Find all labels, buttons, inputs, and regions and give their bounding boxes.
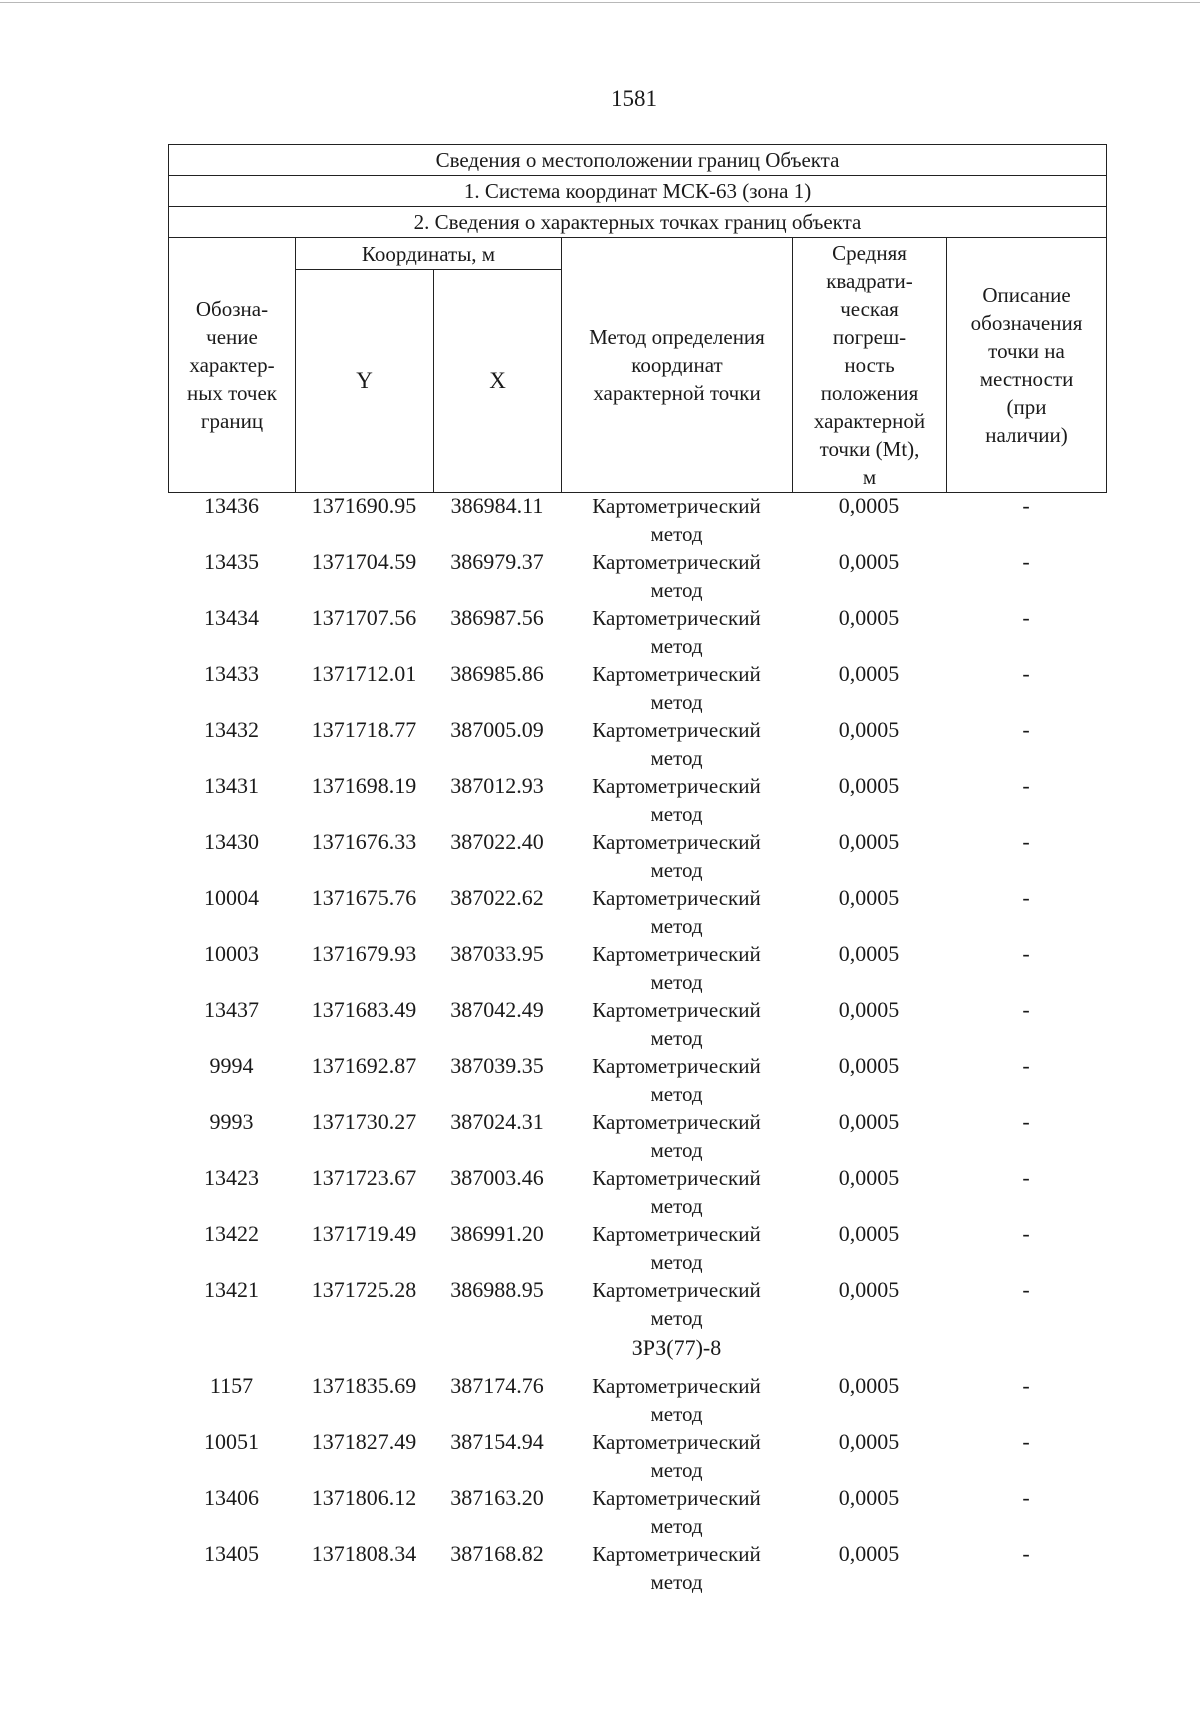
table-title: Сведения о местоположении границ Объекта [169, 145, 1107, 176]
coord-x: 387168.82 [450, 1541, 544, 1566]
method-line: метод [650, 1026, 703, 1050]
col-header-coordinates: Координаты, м [296, 238, 562, 270]
coord-y: 1371835.69 [311, 1373, 417, 1398]
coord-y: 1371827.49 [311, 1429, 417, 1454]
coord-y: 1371683.49 [311, 997, 417, 1022]
method [561, 1372, 792, 1428]
col-header-line: характер- [189, 353, 275, 377]
point-description: - [1022, 1485, 1030, 1510]
point-id: 13433 [204, 661, 259, 686]
point-id: 13406 [204, 1485, 259, 1510]
point-id: 13422 [204, 1221, 259, 1246]
coord-x: 387174.76 [450, 1373, 544, 1398]
method [561, 716, 792, 772]
point-description: - [1022, 885, 1030, 910]
accuracy-mt: 0,0005 [838, 661, 900, 686]
coord-y: 1371690.95 [311, 493, 417, 518]
coord-y: 1371730.27 [311, 1109, 417, 1134]
method-line: Картометрический [592, 1374, 761, 1398]
point-description: - [1022, 1109, 1030, 1134]
coord-x: 387039.35 [450, 1053, 544, 1078]
col-header-y: Y [296, 270, 434, 493]
point-id: 13437 [204, 997, 259, 1022]
col-header-method [562, 238, 793, 493]
point-id: 10004 [204, 885, 259, 910]
method [561, 1052, 792, 1108]
col-header-line: (при [1006, 395, 1047, 419]
col-header-line: обозначения [970, 311, 1083, 335]
method-line: метод [650, 914, 703, 938]
point-description: - [1022, 941, 1030, 966]
coord-x: 387022.62 [450, 885, 544, 910]
coord-x: 386988.95 [450, 1277, 544, 1302]
accuracy-mt: 0,0005 [838, 1221, 900, 1246]
col-header-line: характерной точки [593, 381, 761, 405]
method [561, 884, 792, 940]
method [561, 940, 792, 996]
point-description: - [1022, 1165, 1030, 1190]
method-line: метод [650, 746, 703, 770]
col-header-line: Описание [982, 283, 1071, 307]
method-line: Картометрический [592, 494, 761, 518]
accuracy-mt: 0,0005 [838, 997, 900, 1022]
coord-x: 386991.20 [450, 1221, 544, 1246]
table-row [168, 604, 1106, 660]
point-id: 13435 [204, 549, 259, 574]
col-header-line: точки (Mt), [819, 437, 920, 461]
point-id: 9994 [209, 1053, 254, 1078]
method-line: метод [650, 1082, 703, 1106]
col-header-line: м [862, 465, 877, 489]
col-header-description [947, 238, 1107, 493]
point-id: 13434 [204, 605, 259, 630]
col-header-line: наличии) [985, 423, 1068, 447]
table-row [168, 660, 1106, 716]
method [561, 1108, 792, 1164]
method-line: Картометрический [592, 1486, 761, 1510]
coord-y: 1371704.59 [311, 549, 417, 574]
point-description: - [1022, 1429, 1030, 1454]
table-row [168, 1276, 1106, 1332]
point-description: - [1022, 549, 1030, 574]
method-line: Картометрический [592, 1542, 761, 1566]
coordinate-system: 1. Система координат МСК-63 (зона 1) [169, 176, 1107, 207]
point-id: 13405 [204, 1541, 259, 1566]
col-header-line: Метод определения [589, 325, 765, 349]
point-id: 10051 [204, 1429, 259, 1454]
points-caption: 2. Сведения о характерных точках границ объекта [169, 207, 1107, 238]
point-description: - [1022, 1373, 1030, 1398]
accuracy-mt: 0,0005 [838, 773, 900, 798]
coord-x: 387022.40 [450, 829, 544, 854]
coord-x: 387163.20 [450, 1485, 544, 1510]
method-line: Картометрический [592, 942, 761, 966]
method-line: Картометрический [592, 886, 761, 910]
method [561, 828, 792, 884]
scan-edge-line [0, 2, 1200, 3]
coord-y: 1371698.19 [311, 773, 417, 798]
method-line: Картометрический [592, 774, 761, 798]
method [561, 1428, 792, 1484]
point-description: - [1022, 1541, 1030, 1566]
table-header [168, 144, 1107, 493]
coord-x: 387012.93 [450, 773, 544, 798]
coord-x: 386985.86 [450, 661, 544, 686]
method-line: метод [650, 1402, 703, 1426]
table-row [168, 1372, 1106, 1428]
accuracy-mt: 0,0005 [838, 1485, 900, 1510]
coord-x: 387042.49 [450, 997, 544, 1022]
method [561, 492, 792, 548]
point-description: - [1022, 717, 1030, 742]
method-line: метод [650, 1458, 703, 1482]
coord-y: 1371676.33 [311, 829, 417, 854]
table-row [168, 716, 1106, 772]
point-id: 13430 [204, 829, 259, 854]
col-header-line: положения [820, 381, 919, 405]
point-description: - [1022, 661, 1030, 686]
coord-x: 386979.37 [450, 549, 544, 574]
method-line: Картометрический [592, 1054, 761, 1078]
method-line: метод [650, 578, 703, 602]
method-line: метод [650, 858, 703, 882]
method-line: метод [650, 1194, 703, 1218]
point-id: 13431 [204, 773, 259, 798]
table-row [168, 884, 1106, 940]
point-description: - [1022, 829, 1030, 854]
method-line: Картометрический [592, 1166, 761, 1190]
col-header-line: квадрати- [826, 269, 913, 293]
coord-y: 1371806.12 [311, 1485, 417, 1510]
coord-y: 1371719.49 [311, 1221, 417, 1246]
point-description: - [1022, 1221, 1030, 1246]
table-row [168, 1428, 1106, 1484]
col-header-line: Средняя [832, 241, 907, 265]
method-line: Картометрический [592, 662, 761, 686]
point-id: 10003 [204, 941, 259, 966]
method [561, 660, 792, 716]
col-header-x: X [434, 270, 562, 493]
method-line: Картометрический [592, 606, 761, 630]
coord-x: 387005.09 [450, 717, 544, 742]
table-row [168, 1540, 1106, 1596]
method [561, 1276, 792, 1332]
method-line: метод [650, 1570, 703, 1594]
table-row [168, 548, 1106, 604]
table-row [168, 772, 1106, 828]
accuracy-mt: 0,0005 [838, 549, 900, 574]
method-line: метод [650, 690, 703, 714]
point-id: 13432 [204, 717, 259, 742]
accuracy-mt: 0,0005 [838, 1109, 900, 1134]
method-line: Картометрический [592, 550, 761, 574]
accuracy-mt: 0,0005 [838, 1541, 900, 1566]
point-description: - [1022, 997, 1030, 1022]
coord-y: 1371692.87 [311, 1053, 417, 1078]
method-line: метод [650, 1138, 703, 1162]
section-row [168, 1332, 1106, 1372]
accuracy-mt: 0,0005 [838, 605, 900, 630]
point-id: 1157 [209, 1373, 254, 1398]
points-group-2 [168, 1372, 1106, 1596]
accuracy-mt: 0,0005 [838, 1373, 900, 1398]
table-row [168, 492, 1106, 548]
col-header-line: характерной [813, 409, 926, 433]
col-header-line: координат [631, 353, 723, 377]
col-header-line: ческая [840, 297, 899, 321]
method-line: Картометрический [592, 1430, 761, 1454]
table-row [168, 1164, 1106, 1220]
points-group-1 [168, 492, 1106, 1332]
col-header-line: чение [206, 325, 258, 349]
table-row [168, 1108, 1106, 1164]
method-line: Картометрический [592, 1222, 761, 1246]
col-header-line: границ [200, 409, 264, 433]
method-line: Картометрический [592, 718, 761, 742]
method-line: Картометрический [592, 830, 761, 854]
coord-y: 1371718.77 [311, 717, 417, 742]
method [561, 1484, 792, 1540]
method [561, 1540, 792, 1596]
method-line: метод [650, 1514, 703, 1538]
method [561, 1220, 792, 1276]
method-line: метод [650, 1306, 703, 1330]
method [561, 1164, 792, 1220]
accuracy-mt: 0,0005 [838, 941, 900, 966]
coord-y: 1371725.28 [311, 1277, 417, 1302]
coord-x: 387024.31 [450, 1109, 544, 1134]
method [561, 604, 792, 660]
method-line: метод [650, 634, 703, 658]
table-row [168, 1220, 1106, 1276]
point-description: - [1022, 493, 1030, 518]
method [561, 548, 792, 604]
accuracy-mt: 0,0005 [838, 717, 900, 742]
point-description: - [1022, 1277, 1030, 1302]
col-header-line: местности [979, 367, 1074, 391]
section-label: ЗРЗ(77)-8 [631, 1335, 722, 1360]
coord-y: 1371675.76 [311, 885, 417, 910]
coord-x: 387033.95 [450, 941, 544, 966]
table-row [168, 1052, 1106, 1108]
table-row [168, 996, 1106, 1052]
coord-y: 1371808.34 [311, 1541, 417, 1566]
col-header-point-id [169, 238, 296, 493]
coord-y: 1371679.93 [311, 941, 417, 966]
method-line: метод [650, 970, 703, 994]
table-row [168, 1484, 1106, 1540]
col-header-line: точки на [988, 339, 1065, 363]
method-line: метод [650, 522, 703, 546]
method-line: Картометрический [592, 1110, 761, 1134]
method [561, 996, 792, 1052]
accuracy-mt: 0,0005 [838, 1053, 900, 1078]
point-id: 13421 [204, 1277, 259, 1302]
method-line: метод [650, 802, 703, 826]
coord-y: 1371723.67 [311, 1165, 417, 1190]
point-description: - [1022, 605, 1030, 630]
col-header-line: ность [844, 353, 895, 377]
coord-y: 1371707.56 [311, 605, 417, 630]
method-line: метод [650, 1250, 703, 1274]
point-id: 13436 [204, 493, 259, 518]
points-table-body [168, 492, 1106, 1596]
col-header-line: ных точек [186, 381, 278, 405]
coord-x: 386987.56 [450, 605, 544, 630]
point-id: 9993 [209, 1109, 254, 1134]
accuracy-mt: 0,0005 [838, 829, 900, 854]
accuracy-mt: 0,0005 [838, 493, 900, 518]
method-line: Картометрический [592, 1278, 761, 1302]
col-header-line: погреш- [832, 325, 907, 349]
table-row [168, 828, 1106, 884]
method [561, 772, 792, 828]
coord-x: 387003.46 [450, 1165, 544, 1190]
accuracy-mt: 0,0005 [838, 1165, 900, 1190]
accuracy-mt: 0,0005 [838, 1429, 900, 1454]
col-header-accuracy [793, 238, 947, 493]
point-description: - [1022, 773, 1030, 798]
point-id: 13423 [204, 1165, 259, 1190]
col-header-line: Обозна- [195, 297, 269, 321]
coord-x: 386984.11 [450, 493, 544, 518]
coord-x: 387154.94 [450, 1429, 544, 1454]
accuracy-mt: 0,0005 [838, 885, 900, 910]
page-number: 1581 [611, 86, 657, 111]
accuracy-mt: 0,0005 [838, 1277, 900, 1302]
table-row [168, 940, 1106, 996]
method-line: Картометрический [592, 998, 761, 1022]
point-description: - [1022, 1053, 1030, 1078]
coord-y: 1371712.01 [311, 661, 417, 686]
